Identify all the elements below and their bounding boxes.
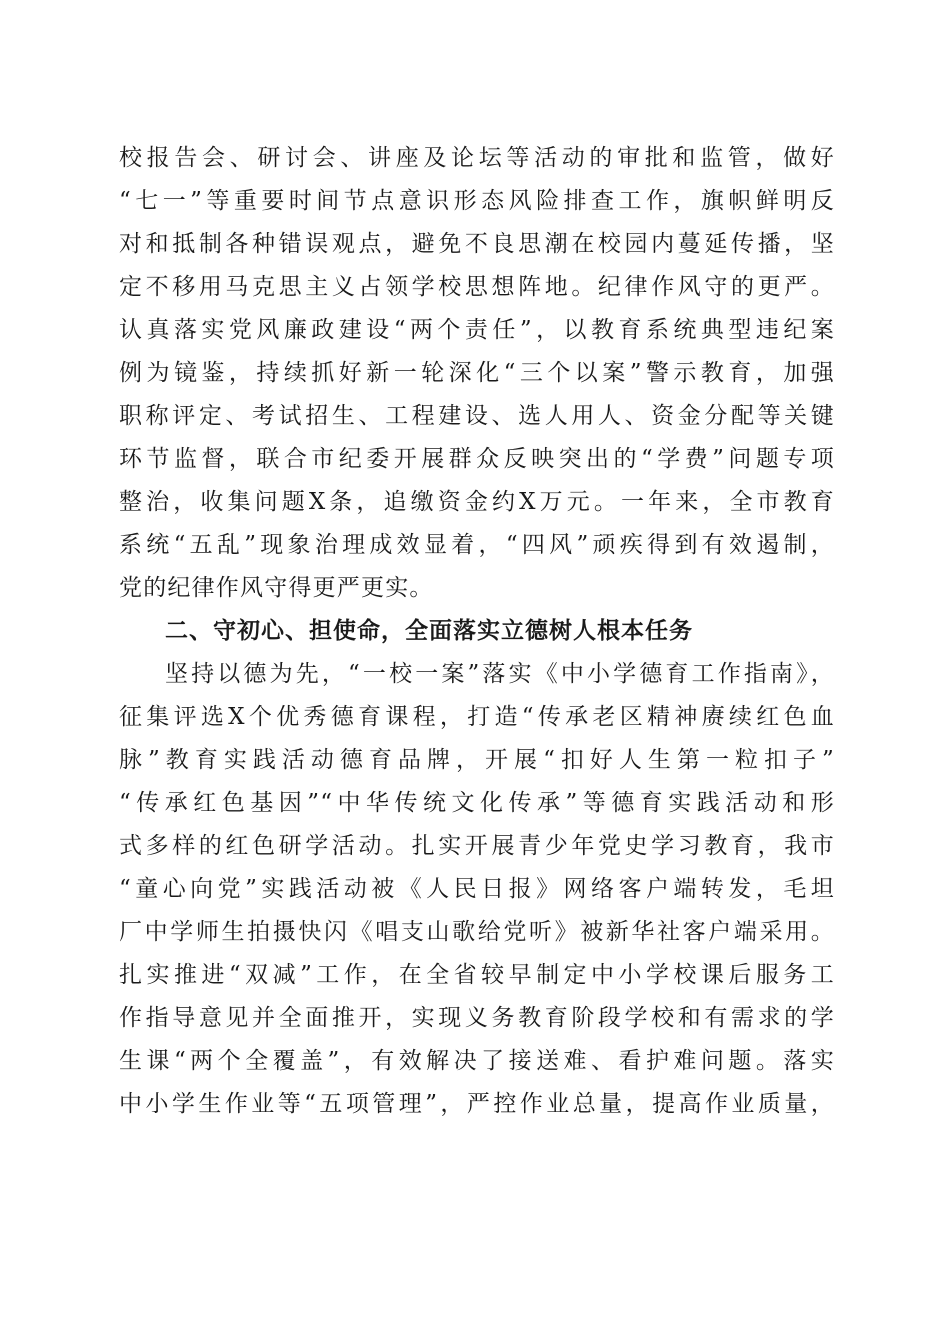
text-line: 脉”教育实践活动德育品牌，开展“扣好人生第一粒扣子” [119, 747, 835, 773]
text-line: 征集评选X个优秀德育课程，打造“传承老区精神赓续红色血 [119, 704, 835, 730]
paragraph-discipline [119, 137, 835, 610]
text-line: 校报告会、研讨会、讲座及论坛等活动的审批和监管，做好 [119, 145, 835, 171]
text-line: 整治，收集问题X条，追缴资金约X万元。一年来，全市教育 [119, 489, 835, 515]
text-line: 党的纪律作风守得更严更实。 [119, 575, 434, 601]
section-heading: 二、守初心、担使命，全面落实立德树人根本任务 [165, 618, 693, 644]
text-line: 生课“两个全覆盖”，有效解决了接送难、看护难问题。落实 [119, 1048, 835, 1074]
text-line: 厂中学师生拍摄快闪《唱支山歌给党听》被新华社客户端采用。 [119, 919, 835, 945]
text-line: 例为镜鉴，持续抓好新一轮深化“三个以案”警示教育，加强 [119, 360, 835, 386]
text-line: 式多样的红色研学活动。扎实开展青少年党史学习教育，我市 [119, 833, 835, 859]
text-line: 作指导意见并全面推开，实现义务教育阶段学校和有需求的学 [119, 1005, 835, 1031]
text-line: 系统“五乱”现象治理成效显着，“四风”顽疾得到有效遏制， [119, 532, 835, 558]
text-line: “童心向党”实践活动被《人民日报》网络客户端转发，毛坦 [119, 876, 835, 902]
text-line: 职称评定、考试招生、工程建设、选人用人、资金分配等关键 [119, 403, 835, 429]
text-line: “传承红色基因”“中华传统文化传承”等德育实践活动和形 [119, 790, 835, 816]
text-line: 认真落实党风廉政建设“两个责任”，以教育系统典型违纪案 [119, 317, 835, 343]
text-line: 扎实推进“双减”工作，在全省较早制定中小学校课后服务工 [119, 962, 835, 988]
text-line: 定不移用马克思主义占领学校思想阵地。纪律作风守的更严。 [119, 274, 835, 300]
text-line: 对和抵制各种错误观点，避免不良思潮在校园内蔓延传播，坚 [119, 231, 835, 257]
text-line: 环节监督，联合市纪委开展群众反映突出的“学费”问题专项 [119, 446, 835, 472]
text-line: “七一”等重要时间节点意识形态风险排查工作，旗帜鲜明反 [119, 188, 835, 214]
text-line: 坚持以德为先，“一校一案”落实《中小学德育工作指南》， [165, 661, 835, 687]
section-heading-block [119, 610, 835, 653]
text-line: 中小学生作业等“五项管理”，严控作业总量，提高作业质量， [119, 1091, 835, 1117]
paragraph-moral-education [119, 653, 835, 1126]
